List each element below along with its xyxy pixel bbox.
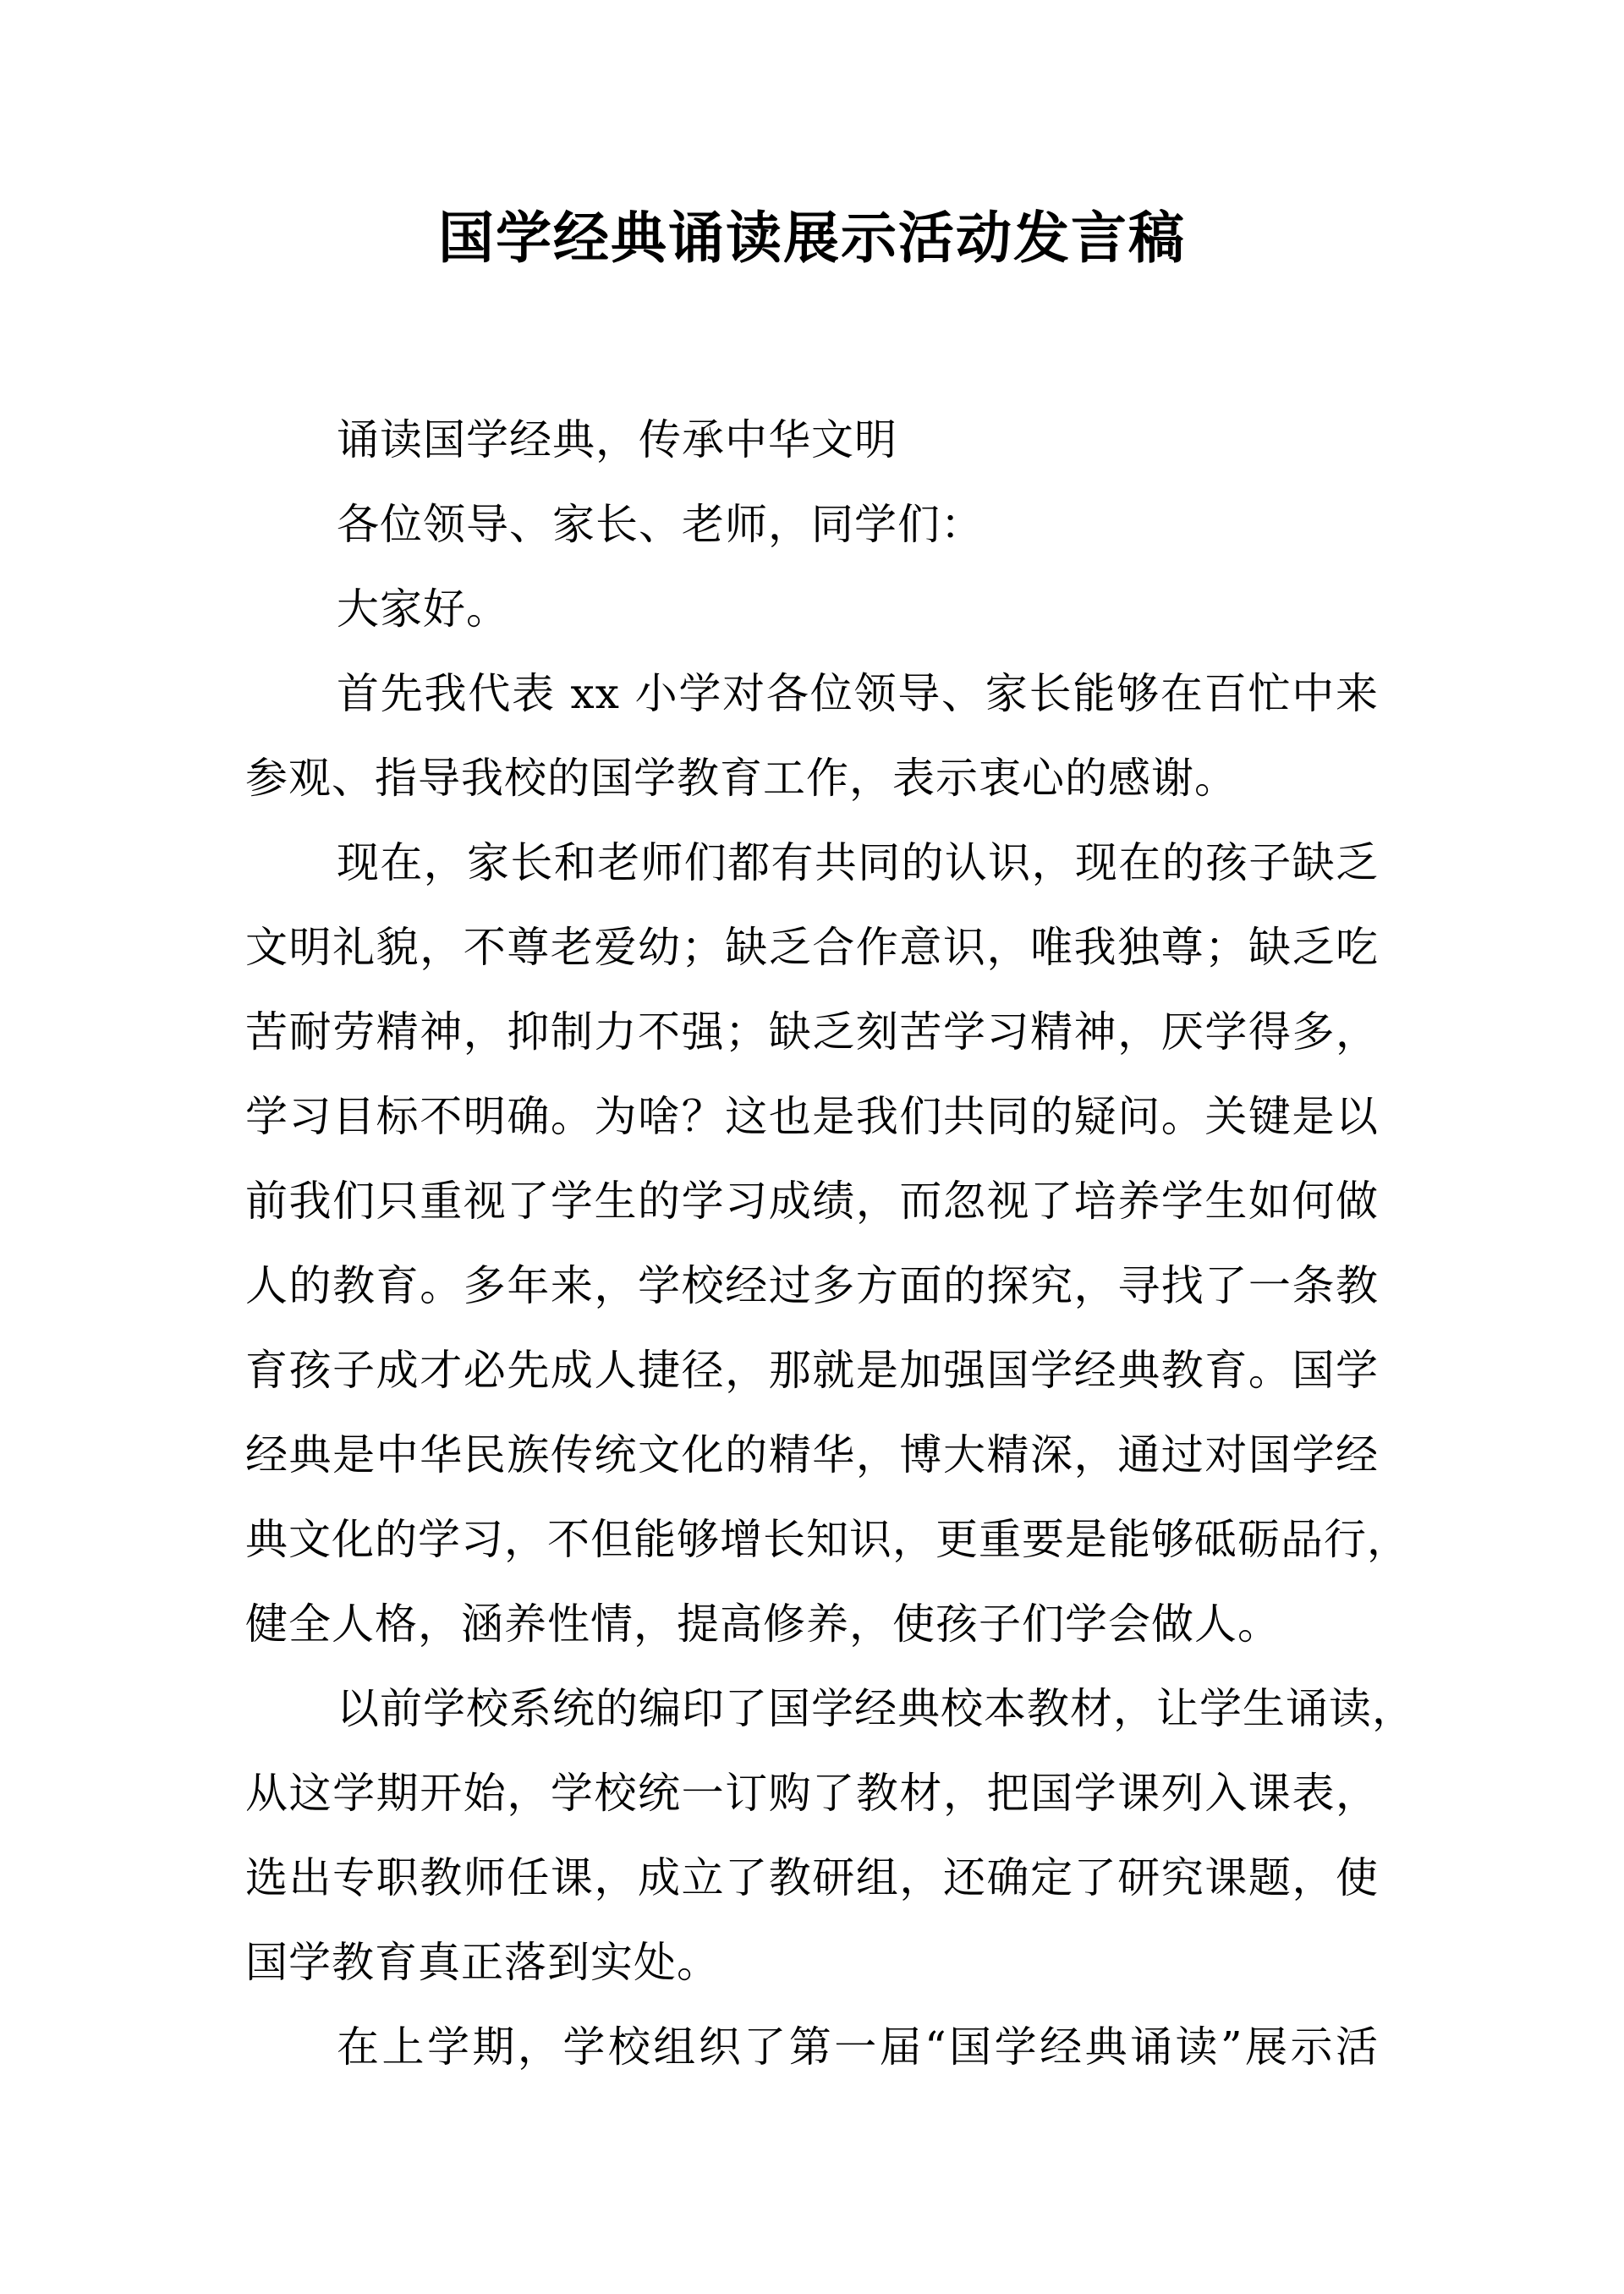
text-line: 首先我代表 xx 小学对各位领导、家长能够在百忙中来: [337, 669, 1379, 718]
text-line: 以前学校系统的编印了国学经典校本教材，让学生诵读，: [337, 1684, 1415, 1733]
text-line: 文明礼貌，不尊老爱幼；缺乏合作意识，唯我独尊；缺乏吃: [245, 923, 1379, 972]
text-line: 从这学期开始，学校统一订购了教材，把国学课列入课表，: [245, 1769, 1379, 1818]
text-line: 人的教育。多年来，学校经过多方面的探究，寻找了一条教: [245, 1261, 1379, 1310]
text-line: 参观、指导我校的国学教育工作，表示衷心的感谢。: [245, 754, 1237, 803]
text-line: 大家好。: [337, 584, 509, 634]
text-line: 育孩子成才必先成人捷径，那就是加强国学经典教育。国学: [245, 1346, 1379, 1395]
text-line: 典文化的学习，不但能够增长知识，更重要是能够砥砺品行，: [245, 1515, 1410, 1564]
text-line: 学习目标不明确。为啥？这也是我们共同的疑问。关键是以: [245, 1092, 1379, 1141]
text-line: 选出专职教师任课，成立了教研组，还确定了研究课题，使: [245, 1853, 1379, 1902]
text-line: 苦耐劳精神，抑制力不强；缺乏刻苦学习精神，厌学得多，: [245, 1007, 1379, 1056]
text-line: 现在，家长和老师们都有共同的认识，现在的孩子缺乏: [337, 838, 1379, 887]
text-line: 健全人格，涵养性情，提高修养，使孩子们学会做人。: [245, 1600, 1281, 1649]
document-body: [245, 398, 1415, 2089]
text-line: 各位领导、家长、老师，同学们：: [337, 500, 984, 549]
text-line: 前我们只重视了学生的学习成绩，而忽视了培养学生如何做: [245, 1177, 1379, 1226]
text-line: 经典是中华民族传统文化的精华，博大精深，通过对国学经: [245, 1430, 1379, 1479]
text-line: 诵读国学经典，传承中华文明: [337, 415, 897, 464]
text-line: 国学教育真正落到实处。: [245, 1938, 720, 1987]
document-title: 国学经典诵读展示活动发言稿: [438, 206, 1186, 271]
text-line: 在上学期，学校组织了第一届“国学经典诵读”展示活: [337, 2022, 1379, 2072]
